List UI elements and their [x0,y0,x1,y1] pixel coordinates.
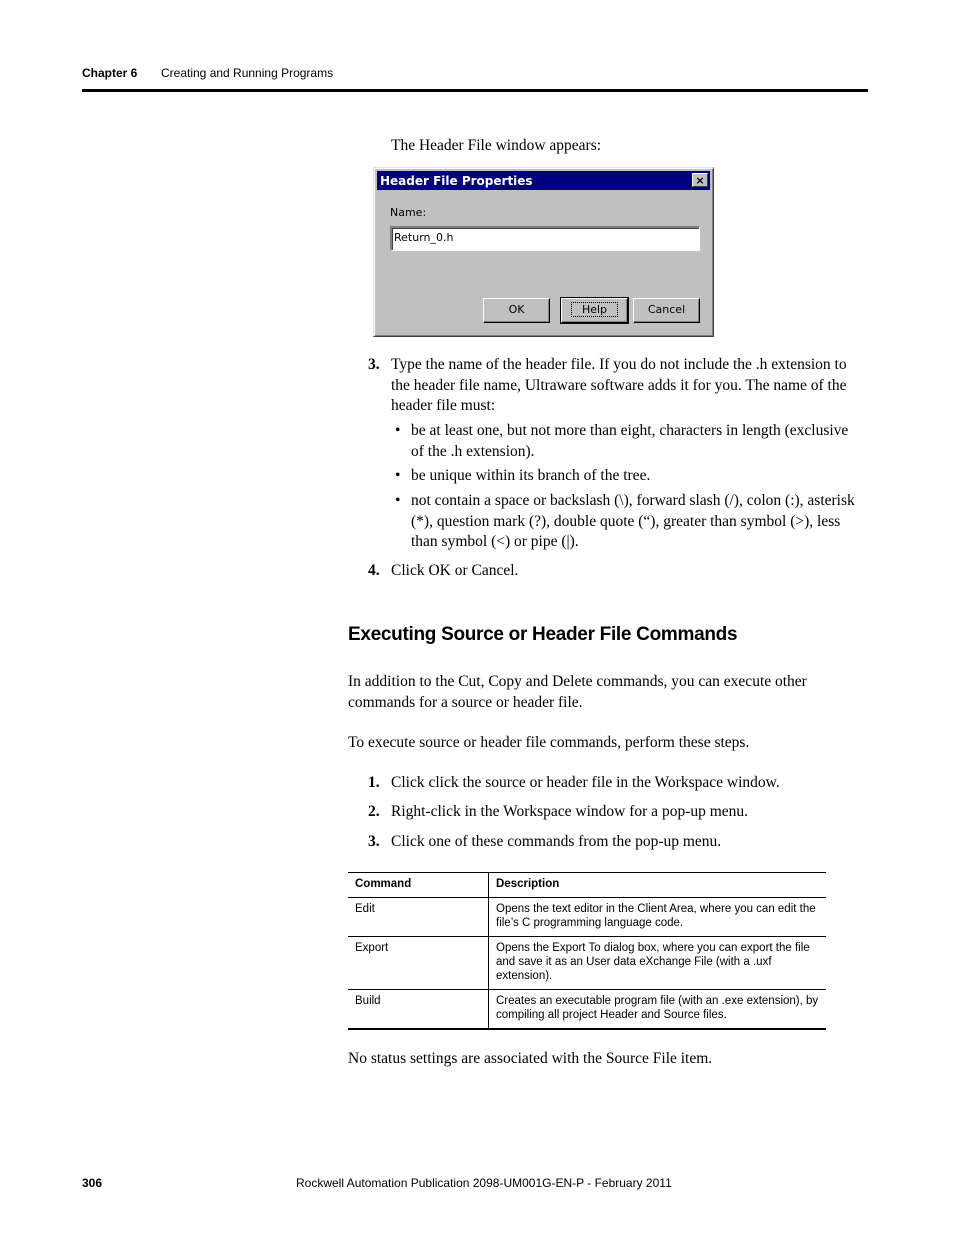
bullet-icon: • [395,467,401,484]
description-cell [489,937,827,990]
table-row [348,990,826,1030]
list-item [411,491,855,553]
paragraph-line: commands for a source or header file. [348,693,583,711]
step-text: Right-click in the Workspace window for a pop-up menu. [391,803,749,820]
description-cell [489,990,827,1030]
description-line: Creates an executable program file (with an .exe extension), by [496,995,819,1007]
bullet-line: than symbol (<) or pipe (|). [411,533,579,550]
command-cell: Edit [348,898,489,937]
step-number: 1. [368,774,380,791]
command-cell: Build [348,990,489,1030]
page-number: 306 [82,1176,103,1190]
bullet-icon: • [395,492,401,509]
step-line: the header file name, Ultraware software adds it for you. The name of the [391,376,847,394]
dialog-titlebar [377,171,710,190]
column-header: Description [489,873,827,898]
step-line: header file must: [391,397,496,414]
description-line: Opens the text editor in the Client Area, where you can edit the [496,903,816,915]
table-row [348,937,826,990]
dialog-title: Header File Properties [380,174,533,188]
description-line: file’s C programming language code. [496,917,684,929]
chapter-title: Creating and Running Programs [161,66,334,80]
bullet-line: be unique within its branch of the tree. [411,467,651,484]
bullet-line: be at least one, but not more than eight, characters in length (exclusive [411,422,849,439]
name-label: Name: [390,206,427,219]
bullet-icon: • [395,422,401,439]
paragraph: To execute source or header file commands, perform these steps. [348,734,750,751]
step-text: Click click the source or header file in the Workspace window. [391,774,780,791]
name-input[interactable]: Return_0.h [390,226,700,251]
closing-paragraph: No status settings are associated with the Source File item. [348,1050,713,1067]
step-text: Click one of these commands from the pop-up menu. [391,833,722,850]
ok-button[interactable]: OK [483,298,550,323]
running-header [82,66,868,84]
step-text [391,561,518,582]
paragraph [348,672,807,713]
cancel-button[interactable]: Cancel [633,298,700,323]
step-line: Click OK or Cancel. [391,562,519,579]
help-button[interactable] [561,298,628,323]
description-cell [489,898,827,937]
step-number: 4. [368,562,380,579]
table-row [348,898,826,937]
bullet-line: of the .h extension). [411,442,535,460]
step-number: 3. [368,833,380,850]
step-number: 3. [368,356,380,373]
list-item [411,421,848,462]
paragraph-line: In addition to the Cut, Copy and Delete commands, you can execute other [348,673,807,690]
description-line: compiling all project Header and Source files. [496,1009,727,1021]
description-line: and save it as an User data eXchange File (with a .uxf [496,956,772,968]
command-cell: Export [348,937,489,990]
step-number: 2. [368,803,380,820]
description-line: Opens the Export To dialog box, where you can export the file [496,942,810,954]
description-line: extension). [496,970,553,982]
header-file-properties-dialog [373,167,714,337]
publication-info: Rockwell Automation Publication 2098-UM001G-EN-P - February 2011 [296,1176,672,1190]
commands-table [348,872,826,1030]
bullet-line: (*), question mark (?), double quote (“), greater than symbol (>), less [411,512,841,530]
step-line: Type the name of the header file. If you do not include the .h extension to [391,356,847,373]
intro-text: The Header File window appears: [391,137,602,154]
close-icon[interactable]: × [692,173,708,187]
bullet-line: not contain a space or backslash (\), forward slash (/), colon (:), asterisk [411,492,855,509]
help-button-label: Help [571,302,618,317]
list-item [411,466,650,487]
header-rule [82,89,868,92]
step-text [391,355,847,417]
table-header-row [348,873,826,898]
chapter-label: Chapter 6 [82,66,138,80]
column-header: Command [348,873,489,898]
section-heading: Executing Source or Header File Commands [348,624,738,645]
